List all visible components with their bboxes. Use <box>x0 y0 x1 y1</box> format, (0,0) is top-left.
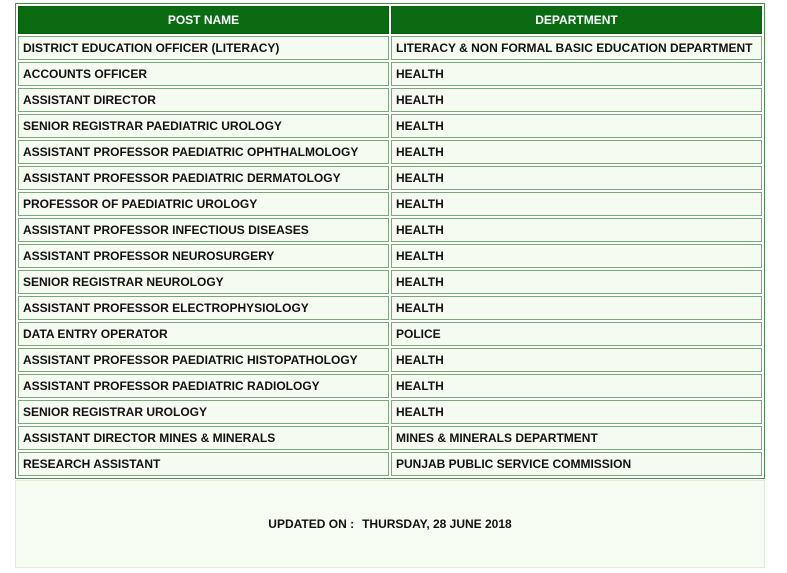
post-name-cell: SENIOR REGISTRAR UROLOGY <box>18 400 389 424</box>
post-name-cell: ASSISTANT PROFESSOR NEUROSURGERY <box>18 244 389 268</box>
jobs-table <box>15 3 765 479</box>
department-cell: HEALTH <box>391 348 762 372</box>
table-row <box>18 88 762 112</box>
post-name-cell: DISTRICT EDUCATION OFFICER (LITERACY) <box>18 36 389 60</box>
department-cell: HEALTH <box>391 192 762 216</box>
department-cell: HEALTH <box>391 374 762 398</box>
table-row <box>18 322 762 346</box>
post-name-cell: SENIOR REGISTRAR PAEDIATRIC UROLOGY <box>18 114 389 138</box>
updated-on-date: THURSDAY, 28 JUNE 2018 <box>362 517 512 531</box>
table-row <box>18 452 762 476</box>
post-name-cell: ASSISTANT DIRECTOR MINES & MINERALS <box>18 426 389 450</box>
table-row <box>18 192 762 216</box>
department-cell: HEALTH <box>391 114 762 138</box>
post-name-cell: SENIOR REGISTRAR NEUROLOGY <box>18 270 389 294</box>
department-cell: HEALTH <box>391 140 762 164</box>
table-row <box>18 270 762 294</box>
post-name-cell: ASSISTANT PROFESSOR ELECTROPHYSIOLOGY <box>18 296 389 320</box>
table-row <box>18 62 762 86</box>
table-row <box>18 36 762 60</box>
updated-on-label: UPDATED ON : <box>268 517 355 531</box>
table-body <box>18 36 762 476</box>
post-name-cell: ASSISTANT PROFESSOR PAEDIATRIC DERMATOLOGY <box>18 166 389 190</box>
table-row <box>18 218 762 242</box>
post-name-cell: ACCOUNTS OFFICER <box>18 62 389 86</box>
table-row <box>18 166 762 190</box>
department-cell: HEALTH <box>391 62 762 86</box>
table-row <box>18 140 762 164</box>
department-cell: HEALTH <box>391 166 762 190</box>
department-cell: PUNJAB PUBLIC SERVICE COMMISSION <box>391 452 762 476</box>
department-cell: HEALTH <box>391 218 762 242</box>
department-cell: LITERACY & NON FORMAL BASIC EDUCATION DEPARTMENT <box>391 36 762 60</box>
column-header-department: DEPARTMENT <box>391 6 762 34</box>
column-header-post-name: POST NAME <box>18 6 389 34</box>
post-name-cell: RESEARCH ASSISTANT <box>18 452 389 476</box>
updated-on-panel <box>15 480 765 568</box>
post-name-cell: ASSISTANT PROFESSOR PAEDIATRIC HISTOPATHOLOGY <box>18 348 389 372</box>
department-cell: HEALTH <box>391 400 762 424</box>
table-row <box>18 296 762 320</box>
table-row <box>18 244 762 268</box>
department-cell: HEALTH <box>391 88 762 112</box>
table-row <box>18 114 762 138</box>
department-cell: HEALTH <box>391 244 762 268</box>
table-row <box>18 374 762 398</box>
department-cell: HEALTH <box>391 296 762 320</box>
post-name-cell: PROFESSOR OF PAEDIATRIC UROLOGY <box>18 192 389 216</box>
table-row <box>18 348 762 372</box>
department-cell: HEALTH <box>391 270 762 294</box>
post-name-cell: ASSISTANT PROFESSOR PAEDIATRIC RADIOLOGY <box>18 374 389 398</box>
department-cell: MINES & MINERALS DEPARTMENT <box>391 426 762 450</box>
post-name-cell: ASSISTANT PROFESSOR INFECTIOUS DISEASES <box>18 218 389 242</box>
jobs-table-container <box>15 3 765 479</box>
post-name-cell: ASSISTANT DIRECTOR <box>18 88 389 112</box>
post-name-cell: DATA ENTRY OPERATOR <box>18 322 389 346</box>
table-row <box>18 400 762 424</box>
post-name-cell: ASSISTANT PROFESSOR PAEDIATRIC OPHTHALMOLOGY <box>18 140 389 164</box>
department-cell: POLICE <box>391 322 762 346</box>
table-header-row <box>18 6 762 34</box>
table-row <box>18 426 762 450</box>
